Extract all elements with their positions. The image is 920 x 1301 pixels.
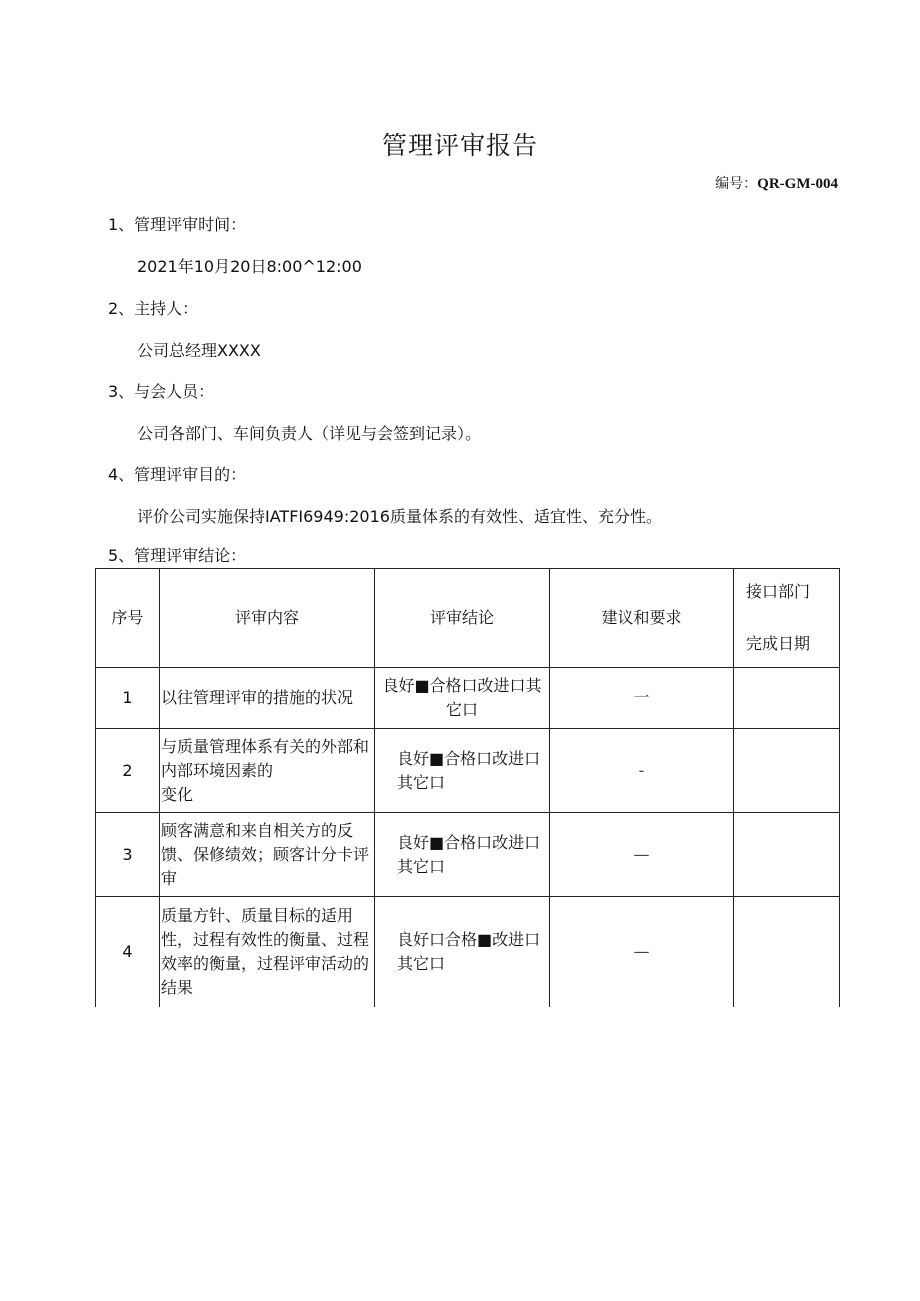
table-header-row: [96, 569, 840, 668]
table-row: [96, 668, 840, 729]
row-conclusion: 良好■合格口改进口 其它口: [375, 813, 550, 897]
row-suggestion: —: [550, 897, 734, 1008]
row-content: 以往管理评审的措施的状况: [160, 668, 375, 729]
row-suggestion: 一: [550, 668, 734, 729]
section-heading-conclusion: 5、管理评审结论：: [108, 546, 247, 565]
table-row: [96, 897, 840, 1008]
header-content: 评审内容: [160, 569, 375, 668]
header-num: 序号: [96, 569, 160, 668]
document-number-code: QR-GM-004: [757, 176, 838, 192]
section-body-attendees: 公司各部门、车间负责人（详见与会签到记录）。: [137, 424, 482, 443]
row-content: 质量方针、质量目标的适用性，过程有效性的衡量、过程效率的衡量，过程评审活动的结果: [160, 897, 375, 1008]
row-num: 2: [96, 729, 160, 813]
document-number-label: 编号：: [715, 176, 758, 192]
row-suggestion: -: [550, 729, 734, 813]
document-number: [715, 173, 838, 193]
table-row: [96, 813, 840, 897]
section-heading-purpose: 4、管理评审目的：: [108, 465, 247, 484]
row-conclusion: 良好■合格口改进口其它口: [375, 668, 550, 729]
row-conclusion: 良好■合格口改进口 其它口: [375, 729, 550, 813]
section-body-time: 2021年10月20日8:00^12:00: [137, 257, 362, 276]
header-date: 完成日期: [746, 634, 811, 653]
section-heading-attendees: 3、与会人员：: [108, 382, 215, 401]
header-conclusion: 评审结论: [375, 569, 550, 668]
row-dept: [734, 897, 840, 1008]
section-heading-time: 1、管理评审时间：: [108, 215, 247, 234]
row-num: 1: [96, 668, 160, 729]
row-content: 与质量管理体系有关的外部和内部环境因素的 变化: [160, 729, 375, 813]
row-dept: [734, 668, 840, 729]
header-dept: 接口部门: [746, 582, 811, 601]
header-suggestion: 建议和要求: [550, 569, 734, 668]
row-num: 3: [96, 813, 160, 897]
row-content: 顾客满意和来自相关方的反馈、保修绩效；顾客计分卡评审: [160, 813, 375, 897]
row-dept: [734, 813, 840, 897]
section-body-purpose: 评价公司实施保持IATFI6949:2016质量体系的有效性、适宜性、充分性。: [137, 507, 662, 526]
row-suggestion: —: [550, 813, 734, 897]
section-body-host: 公司总经理XXXX: [137, 341, 261, 360]
row-conclusion: 良好口合格■改进口 其它口: [375, 897, 550, 1008]
table-row: [96, 729, 840, 813]
row-dept: [734, 729, 840, 813]
review-table: [95, 568, 840, 1007]
page-title: 管理评审报告: [381, 131, 538, 160]
header-dept-date: [734, 569, 840, 668]
section-heading-host: 2、主持人：: [108, 299, 199, 318]
row-num: 4: [96, 897, 160, 1008]
